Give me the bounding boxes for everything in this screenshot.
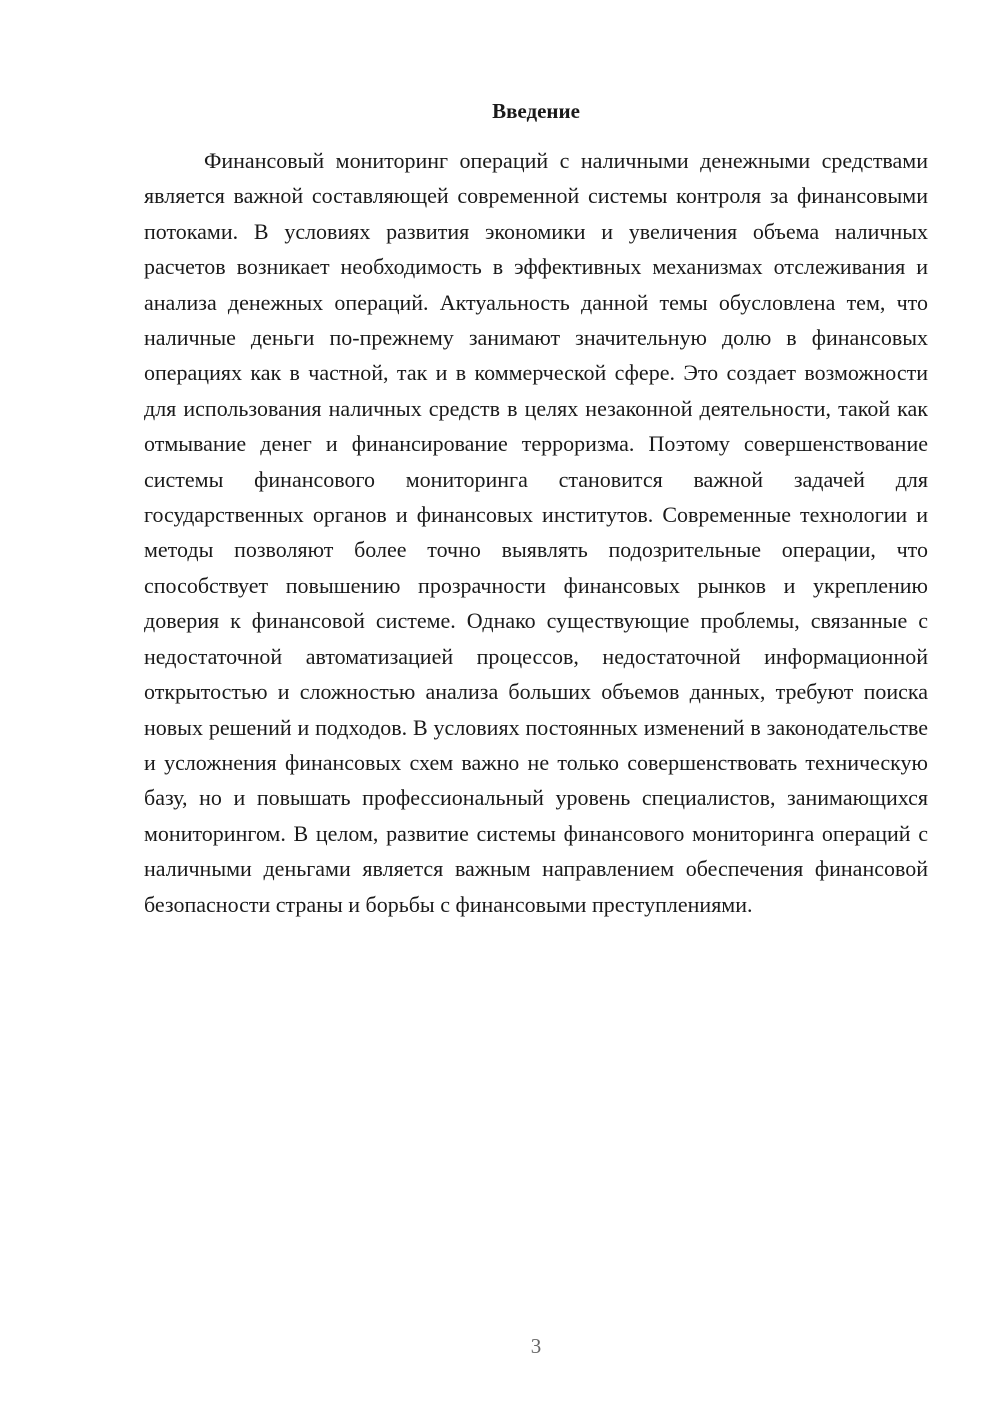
body-paragraph: Финансовый мониторинг операций с наличными денежными средствами является важной составляющей современной системы контроля за финансовыми потоками. В условиях развития экономики и увеличения объема наличных расчетов возникает необходимость в эффективных механизмах отслеживания и анализа денежных операций. Актуальность данной темы обусловлена тем, что наличные деньги по-прежнему занимают значительную долю в финансовых операциях как в частной, так и в коммерческой сфере. Это создает возможности для использования наличных средств в целях незаконной деятельности, такой как отмывание денег и финансирование терроризма. Поэтому совершенствование системы финансового мониторинга становится важной задачей для государственных органов и финансовых институтов. Современные технологии и методы позволяют более точно выявлять подозрительные операции, что способствует повышению прозрачности финансовых рынков и укреплению доверия к финансовой системе. Однако существующие проблемы, связанные с недостаточной автоматизацией процессов, недостаточной информационной открытостью и сложностью анализа больших объемов данных, требуют поиска новых решений и подходов. В условиях постоянных изменений в законодательстве и усложнения финансовых схем важно не только совершенствовать техническую базу, но и повышать профессиональный уровень специалистов, занимающихся мониторингом. В целом, развитие системы финансового мониторинга операций с наличными деньгами является важным направлением обеспечения финансовой безопасности страны и борьбы с финансовыми преступлениями. <box>144 148 928 917</box>
section-heading: Введение <box>492 99 580 123</box>
page-number: 3 <box>530 1334 542 1358</box>
